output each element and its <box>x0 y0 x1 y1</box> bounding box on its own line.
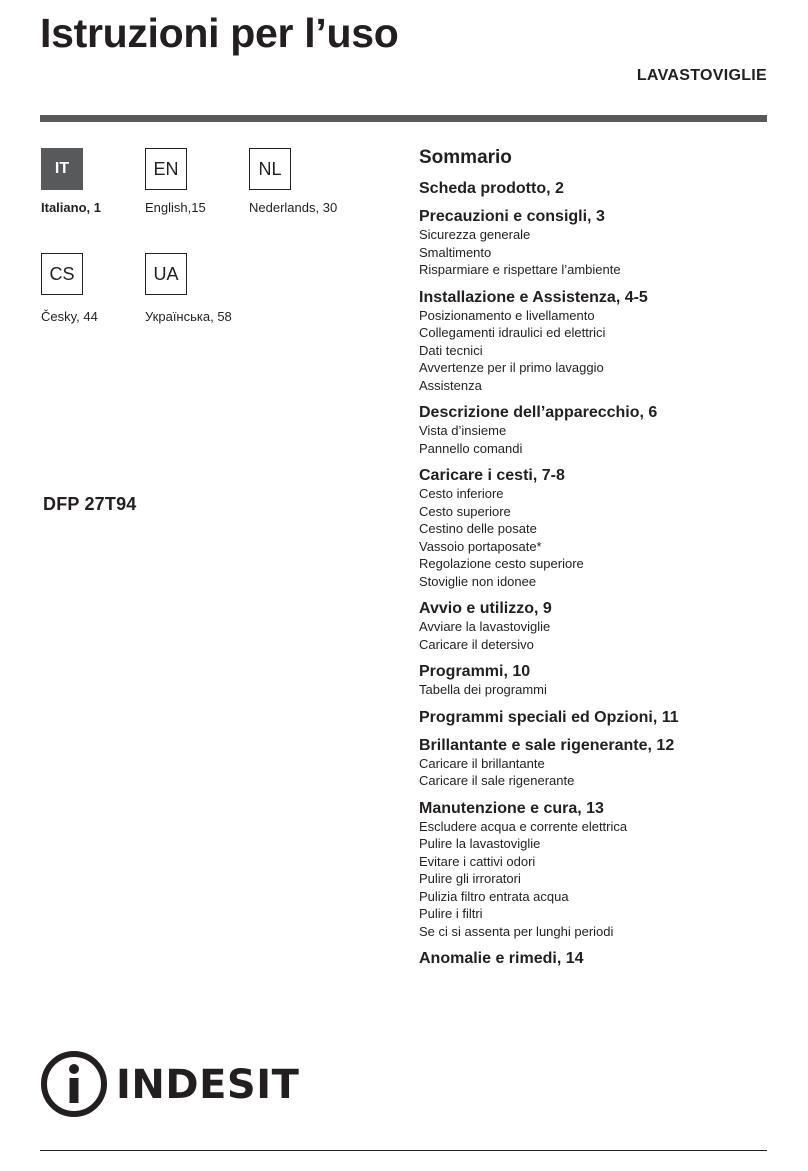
lang-box-cs[interactable]: CS <box>41 253 83 295</box>
toc-heading[interactable]: Programmi, 10 <box>419 663 531 680</box>
toc-section <box>419 207 779 279</box>
lang-label-it[interactable]: Italiano, 1 <box>41 200 101 215</box>
toc-subitem[interactable]: Dati tecnici <box>419 342 483 358</box>
toc-subitem[interactable]: Smaltimento <box>419 244 492 260</box>
indesit-i-logo-icon <box>40 1050 108 1118</box>
lang-label-ua[interactable]: Українська, 58 <box>145 309 232 324</box>
toc-subitem[interactable]: Regolazione cesto superiore <box>419 556 584 571</box>
toc-subitem[interactable]: Avviare la lavastoviglie <box>419 619 551 634</box>
lang-label-cs[interactable]: Česky, 44 <box>41 309 98 324</box>
toc-subitem[interactable]: Risparmiare e rispettare l’ambiente <box>419 262 621 277</box>
toc-subitem[interactable]: Se ci si assenta per lunghi periodi <box>419 923 614 939</box>
toc-heading[interactable]: Anomalie e rimedi, 14 <box>419 950 584 967</box>
model-number: DFP 27T94 <box>43 494 137 514</box>
toc-subitem[interactable]: Pannello comandi <box>419 440 523 456</box>
toc-heading[interactable]: Scheda prodotto, 2 <box>419 180 564 197</box>
toc-section <box>419 662 779 699</box>
product-type: LAVASTOVIGLIE <box>636 67 767 84</box>
toc-subitem[interactable]: Sicurezza generale <box>419 227 531 242</box>
toc-heading[interactable]: Brillantante e sale rigenerante, 12 <box>419 736 675 754</box>
toc-heading[interactable]: Caricare i cesti, 7-8 <box>419 467 565 484</box>
lang-label-nl[interactable]: Nederlands, 30 <box>249 200 338 215</box>
bottom-divider <box>40 1150 767 1151</box>
toc-subitem[interactable]: Pulire i filtri <box>419 906 483 921</box>
lang-label-en[interactable]: English,15 <box>145 200 206 215</box>
toc-subitem[interactable]: Evitare i cattivi odori <box>419 853 536 869</box>
toc-subitem[interactable]: Caricare il detersivo <box>419 636 534 652</box>
toc-section <box>419 466 779 590</box>
toc-section <box>419 599 779 653</box>
toc-sections <box>419 179 779 968</box>
toc-heading[interactable]: Programmi speciali ed Opzioni, 11 <box>419 708 679 726</box>
toc-heading[interactable]: Installazione e Assistenza, 4-5 <box>419 288 648 306</box>
lang-box-en[interactable]: EN <box>145 148 187 190</box>
toc-subitem[interactable]: Caricare il sale rigenerante <box>419 773 575 788</box>
toc-subitem[interactable]: Escludere acqua e corrente elettrica <box>419 818 628 834</box>
toc-subitem[interactable]: Pulire la lavastoviglie <box>419 836 541 851</box>
toc-subitem[interactable]: Pulizia filtro entrata acqua <box>419 888 569 904</box>
toc-section <box>419 708 779 727</box>
page-title: Istruzioni per l’uso <box>40 10 399 56</box>
toc-heading[interactable]: Precauzioni e consigli, 3 <box>419 208 605 225</box>
toc-subitem[interactable]: Stoviglie non idonee <box>419 573 537 589</box>
toc-subitem[interactable]: Posizionamento e livellamento <box>419 307 595 323</box>
toc-subitem[interactable]: Tabella dei programmi <box>419 682 547 697</box>
toc-subitem[interactable]: Vista d’insieme <box>419 423 507 438</box>
toc-section <box>419 736 779 790</box>
toc-subitem[interactable]: Caricare il brillantante <box>419 755 545 771</box>
lang-box-ua[interactable]: UA <box>145 253 187 295</box>
toc-heading[interactable]: Descrizione dell’apparecchio, 6 <box>419 404 658 421</box>
toc-subitem[interactable]: Pulire gli irroratori <box>419 871 521 886</box>
toc-section <box>419 288 779 395</box>
toc-subitem[interactable]: Avvertenze per il primo lavaggio <box>419 360 604 375</box>
toc-subitem[interactable]: Cestino delle posate <box>419 521 537 536</box>
brand-name: INDESIT <box>116 1062 300 1108</box>
toc-section <box>419 949 779 968</box>
toc-subitem[interactable]: Collegamenti idraulici ed elettrici <box>419 325 606 340</box>
toc-subitem[interactable]: Cesto inferiore <box>419 486 504 501</box>
toc-subitem[interactable]: Cesto superiore <box>419 503 511 519</box>
lang-box-nl[interactable]: NL <box>249 148 291 190</box>
brand-logo <box>40 1050 299 1118</box>
toc-heading[interactable]: Avvio e utilizzo, 9 <box>419 600 552 617</box>
top-divider <box>40 115 767 122</box>
toc-title: Sommario <box>419 147 512 168</box>
toc-subitem[interactable]: Vassoio portaposate* <box>419 538 542 554</box>
toc-subitem[interactable]: Assistenza <box>419 377 482 393</box>
toc-heading[interactable]: Manutenzione e cura, 13 <box>419 799 604 817</box>
toc-section <box>419 799 779 941</box>
toc-section <box>419 403 779 457</box>
lang-box-it[interactable]: IT <box>41 148 83 190</box>
toc-section <box>419 179 779 198</box>
table-of-contents <box>419 147 779 977</box>
